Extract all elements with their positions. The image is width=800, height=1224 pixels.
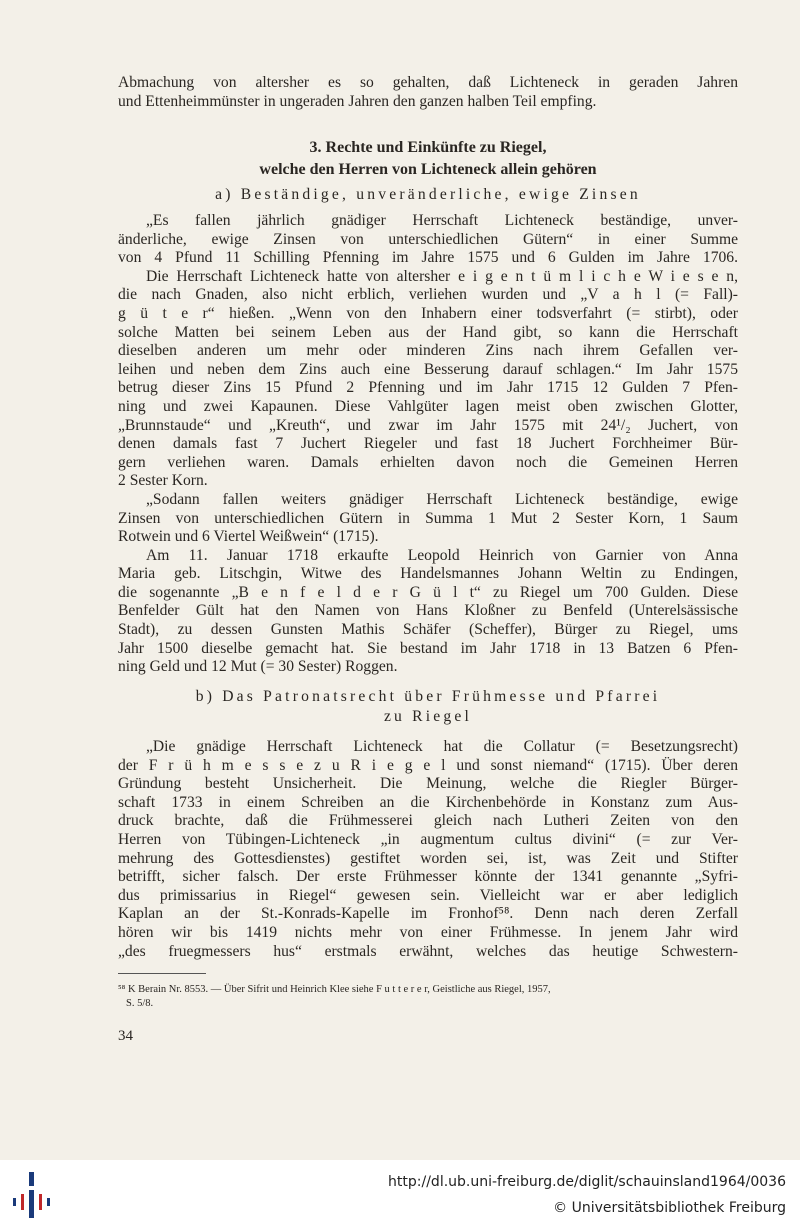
text-line: mehrung des Gottesdienstes) gestiftet worden sei, ist, was Zeit und Stifter xyxy=(118,849,738,867)
text-line: Kaplan an der St.-Konrads-Kapelle im Fronhof⁵⁸. Denn nach deren Zerfall xyxy=(118,905,738,923)
text-line: 2 Sester Korn. xyxy=(118,472,208,490)
footer-bar xyxy=(0,1160,800,1224)
text-line: Rotwein und 6 Viertel Weißwein“ (1715). xyxy=(118,528,379,546)
section-heading xyxy=(118,137,738,181)
text-line: Jahr 1500 dieselbe gemacht hat. Sie bestand im Jahr 1718 in 13 Batzen 6 Pfen- xyxy=(118,639,738,657)
footnote-line: S. 5/8. xyxy=(126,998,154,1009)
text-line: Gründung besteht Unsicherheit. Die Meinung, welche die Riegler Bürger- xyxy=(118,775,738,793)
footnote-line: ⁵⁸ K Berain Nr. 8553. — Über Sifrit und Heinrich Klee siehe F u t t e r e r, Geistliche aus Riegel, 1957, xyxy=(118,984,551,995)
text-line: solche Matten bei seinem Leben aus der Hand gibt, so kann die Herrschaft xyxy=(118,323,738,341)
text-line: Herren von Tübingen-Lichteneck „in augmentum cultus divini“ (= zur Ver- xyxy=(118,830,738,848)
section-heading-line-1: 3. Rechte und Einkünfte zu Riegel, xyxy=(309,139,547,156)
text-line: denen damals fast 7 Juchert Riegeler und fast 18 Juchert Forchheimer Bür- xyxy=(118,435,738,453)
subsection-a-title: a) Beständige, unveränderliche, ewige Zinsen xyxy=(215,186,641,203)
subsection-b-title-line-2: zu Riegel xyxy=(383,708,473,725)
text-line: Am 11. Januar 1718 erkaufte Leopold Heinrich von Garnier von Anna xyxy=(146,546,738,564)
text-line: der F r ü h m e s s e z u R i e g e l und sonst niemand“ (1715). Über deren xyxy=(118,756,738,774)
text-line: ning und zwei Kapaunen. Diese Vahlgüter lagen meist oben zwischen Glotter, xyxy=(118,397,738,415)
subsection-b-title xyxy=(118,687,738,727)
text-line: ning Geld und 12 Mut (= 30 Sester) Roggen. xyxy=(118,658,398,676)
text-line: betrug dieser Zins 15 Pfund 2 Pfenning und im Jahr 1715 12 Gulden 7 Pfen- xyxy=(118,379,738,397)
source-url-link[interactable]: http://dl.ub.uni-freiburg.de/diglit/schauinsland1964/0036 xyxy=(388,1174,786,1190)
page-number: 34 xyxy=(118,1028,133,1044)
text-line: Zinsen von unterschiedlichen Gütern in Summa 1 Mut 2 Sester Korn, 1 Saum xyxy=(118,509,738,527)
subsection-a-body xyxy=(118,212,738,677)
copyright-notice: © Universitätsbibliothek Freiburg xyxy=(553,1200,786,1216)
ub-freiburg-logo-icon xyxy=(10,1172,54,1218)
text-line: „Es fallen jährlich gnädiger Herrschaft Lichteneck beständige, unver- xyxy=(146,212,738,229)
text-line: hören wir bis 1419 nichts mehr von einer Frühmesse. In jenem Jahr wird xyxy=(118,923,738,941)
text-line: „Sodann fallen weiters gnädiger Herrschaft Lichteneck beständige, ewige xyxy=(146,490,738,508)
subsection-b-body xyxy=(118,738,738,961)
text-line: dus primissarius in Riegel“ gewesen sein. Vielleicht war er aber lediglich xyxy=(118,886,738,904)
intro-paragraph xyxy=(118,74,738,111)
text-line: Stadt), zu dessen Gunsten Mathis Schäfer (Scheffer), Bürger zu Riegel, ums xyxy=(118,621,738,639)
text-line: dieselben anderen um mehr oder minderen Zins nach ihrem Gefallen ver- xyxy=(118,342,738,360)
text-line: „Brunnstaude“ und „Kreuth“, und zwar im Jahr 1575 mit 24¹/₂ Juchert, von xyxy=(118,416,738,434)
section-heading-line-2: welche den Herren von Lichteneck allein gehören xyxy=(259,161,597,178)
text-line: Die Herrschaft Lichteneck hatte von altersher e i g e n t ü m l i c h e W i e s e n, xyxy=(146,267,738,285)
text-line: die nach Gnaden, also nicht erblich, verliehen wurden und „V a h l (= Fall)- xyxy=(118,286,738,304)
subsection-b-title-line-1: b) Das Patronatsrecht über Frühmesse und Pfarrei xyxy=(195,688,661,705)
text-line: die sogenannte „B e n f e l d e r G ü l t“ zu Riegel um 700 Gulden. Diese xyxy=(118,583,738,601)
text-line: von 4 Pfund 11 Schilling Pfenning im Jahre 1575 und 6 Gulden im Jahre 1706. xyxy=(118,249,738,267)
text-line: und Ettenheimmünster in ungeraden Jahren den ganzen halben Teil empfing. xyxy=(118,92,597,110)
text-line: g ü t e r“ hießen. „Wenn von den Inhabern einer todsverfahrt (= stirbt), oder xyxy=(118,304,738,322)
text-line: betrifft, sicher falsch. Der erste Frühmesser könnte der 1341 genannte „Syfri- xyxy=(118,868,738,886)
text-line: Maria geb. Litschgin, Witwe des Handelsmannes Johann Weltin zu Endingen, xyxy=(118,565,738,583)
text-line: druck brachte, daß die Frühmesserei gleich nach Lutheri Zeiten von den xyxy=(118,812,738,830)
text-line: „des fruegmessers hus“ erstmals erwähnt, welches das heutige Schwestern- xyxy=(118,942,738,960)
footnote-divider xyxy=(118,973,206,974)
text-line: Benfelder Gült hat den Namen von Hans Kloßner zu Benfeld (Unterelsässische xyxy=(118,602,738,620)
text-line: Abmachung von altersher es so gehalten, daß Lichteneck in geraden Jahren xyxy=(118,74,738,91)
text-line: „Die gnädige Herrschaft Lichteneck hat die Collatur (= Besetzungsrecht) xyxy=(146,738,738,755)
text-line: gern verliehen waren. Damals erhielten davon noch die Gemeinen Herren xyxy=(118,453,738,471)
footnote xyxy=(118,983,738,1011)
text-line: änderliche, ewige Zinsen von unterschiedlichen Gütern“ in einer Summe xyxy=(118,230,738,248)
text-line: leihen und neben dem Zins auch eine Besserung darauf schlagen.“ Im Jahr 1575 xyxy=(118,360,738,378)
text-line: schaft 1733 in einem Schreiben an die Kirchenbehörde in Konstanz zum Aus- xyxy=(118,793,738,811)
